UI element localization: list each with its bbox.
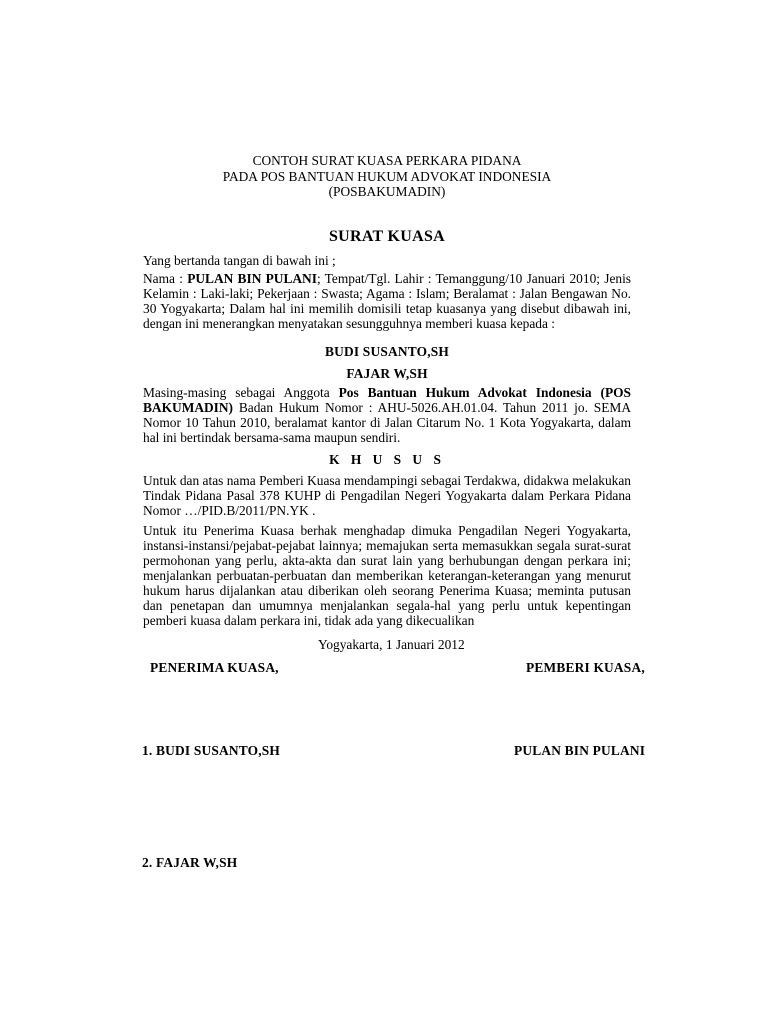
grantor-name: PULAN BIN PULANI: [187, 271, 317, 286]
purpose-paragraph: Untuk dan atas nama Pemberi Kuasa mendampingi sebagai Terdakwa, didakwa melakukan Tindak Pidana Pasal 378 KUHP di Pengadilan Negeri Yogyakarta dalam Perkara Pidana Nomor …/PID.B/2011/PN.YK .: [143, 473, 631, 518]
header-line-1: CONTOH SURAT KUASA PERKARA PIDANA: [252, 153, 522, 168]
receiver-signature-2: 2. FAJAR W,SH: [142, 855, 238, 870]
header-line-2: PADA POS BANTUAN HUKUM ADVOKAT INDONESIA: [222, 168, 552, 184]
membership-paragraph: [143, 385, 631, 445]
header-line-3: (POSBAKUMADIN): [328, 184, 446, 199]
intro-line: Yang bertanda tangan di bawah ini ;: [143, 253, 336, 268]
receiver-signature-1: 1. BUDI SUSANTO,SH: [142, 743, 281, 758]
grantor-details: ; Tempat/Tgl. Lahir : Temanggung/10 Januari 2010; Jenis Kelamin : Laki-laki; Pekerjaan : Swasta; Agama : Islam; Beralamat : Jalan Bengawan No. 30 Yogyakarta; Dalam hal ini memilih domisili tetap kuasanya yang disebut dibawah ini, dengan ini menerangkan menyatakan sesungguhnya memberi kuasa kepada :: [143, 271, 632, 331]
giver-signature: PULAN BIN PULANI: [514, 743, 646, 758]
membership-prefix: Masing-masing sebagai Anggota: [143, 385, 339, 400]
organization-name: Pos Bantuan Hukum Advokat Indonesia (POS BAKUMADIN): [143, 385, 631, 415]
authority-paragraph: Untuk itu Penerima Kuasa berhak menghadap dimuka Pengadilan Negeri Yogyakarta, instansi-instansi/pejabat-pejabat lainnya; memajukan serta memasukkan segala surat-surat permohonan yang perlu, akta-akta dan surat lain yang berhubungan dengan perkara ini; menjalankan perbuatan-perbuatan dan memberikan keterangan-keterangan yang menurut hukum harus dijalankan atau diberikan oleh seorang Penerima Kuasa; meminta putusan dan penetapan dan umumnya menjalankan segala-hal yang perlu untuk kepentingan pemberi kuasa dalam perkara ini, tidak ada yang dikecualikan: [143, 523, 631, 628]
giver-label: PEMBERI KUASA,: [526, 660, 645, 675]
attorney-name-2: FAJAR W,SH: [346, 366, 428, 381]
grantor-prefix: Nama :: [143, 271, 188, 286]
document-header: [143, 153, 631, 200]
place-date: Yogyakarta, 1 Januari 2012: [318, 637, 465, 652]
attorney-name-1: BUDI SUSANTO,SH: [324, 344, 450, 359]
membership-details: Badan Hukum Nomor : AHU-5026.AH.01.04. Tahun 2011 jo. SEMA Nomor 10 Tahun 2010, beralamat kantor di Jalan Citarum No. 1 Kota Yogyakarta, dalam hal ini bertindak bersama-sama maupun sendiri.: [143, 400, 631, 445]
khusus-heading: K H U S U S: [329, 452, 445, 467]
document-title: SURAT KUASA: [328, 228, 446, 245]
receiver-label: PENERIMA KUASA,: [150, 660, 279, 675]
grantor-paragraph: [143, 271, 631, 331]
